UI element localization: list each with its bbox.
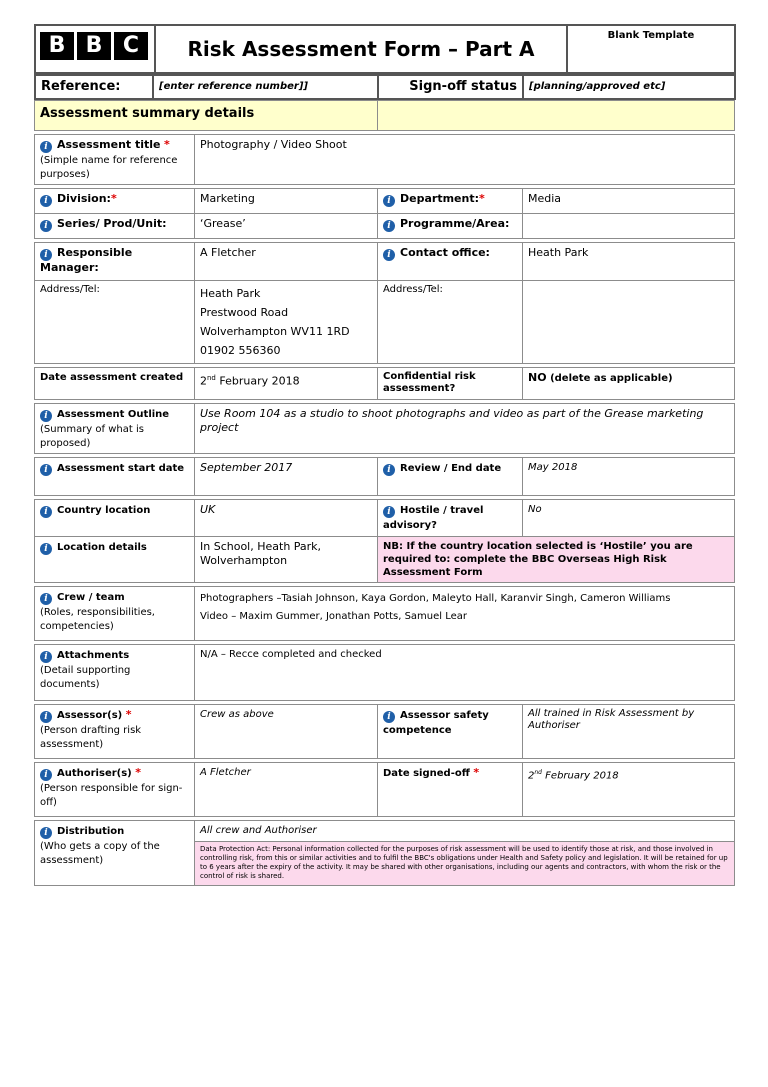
info-icon[interactable]: i <box>40 195 52 207</box>
hostile-field[interactable]: No <box>523 500 735 537</box>
programme-field[interactable] <box>523 214 735 239</box>
info-icon[interactable]: i <box>383 711 395 723</box>
info-icon[interactable]: i <box>383 249 395 261</box>
manager-field[interactable]: A Fletcher <box>195 243 378 281</box>
review-date-field[interactable]: May 2018 <box>523 458 735 496</box>
attachments-label: i Attachments (Detail supporting documents) <box>35 645 195 701</box>
crew-field[interactable]: Photographers –Tasiah Johnson, Kaya Gordon, Maleyto Hall, Karanvir Singh, Cameron Williams Video – Maxim Gummer, Jonathan Potts, Samuel Lear <box>195 587 735 641</box>
info-icon[interactable]: i <box>383 506 395 518</box>
hostile-label: i Hostile / travel advisory? <box>378 500 523 537</box>
date-created-field[interactable]: 2nd February 2018 <box>195 368 378 400</box>
info-icon[interactable]: i <box>40 506 52 518</box>
date-created-label: Date assessment created <box>35 368 195 400</box>
programme-label: i Programme/Area: <box>378 214 523 239</box>
signed-off-field[interactable]: 2nd February 2018 <box>523 763 735 817</box>
assessors-field[interactable]: Crew as above <box>195 705 378 759</box>
outline-label: i Assessment Outline (Summary of what is proposed) <box>35 404 195 454</box>
distribution-label: i Distribution (Who gets a copy of the assessment) <box>35 821 195 886</box>
address-left-field[interactable]: Heath Park Prestwood Road Wolverhampton WV11 1RD 01902 556360 <box>195 281 378 364</box>
assessor-safety-label: i Assessor safety competence <box>378 705 523 759</box>
signoff-input[interactable]: [planning/approved etc] <box>523 75 735 99</box>
form-header <box>34 24 736 74</box>
assessment-title-label: i Assessment title * (Simple name for reference purposes) <box>35 135 195 185</box>
bbc-logo <box>35 25 155 73</box>
form-title: Risk Assessment Form – Part A <box>155 25 567 73</box>
info-icon[interactable]: i <box>40 220 52 232</box>
logo-letter-c: C <box>114 32 148 60</box>
country-field[interactable]: UK <box>195 500 378 537</box>
location-field[interactable]: In School, Heath Park, Wolverhampton <box>195 537 378 583</box>
address-left-label: Address/Tel: <box>35 281 195 364</box>
reference-input[interactable]: [enter reference number]] <box>153 75 378 99</box>
info-icon[interactable]: i <box>40 249 52 261</box>
logo-letter-b2: B <box>77 32 111 60</box>
department-field[interactable]: Media <box>523 189 735 214</box>
info-icon[interactable]: i <box>383 195 395 207</box>
signed-off-label: Date signed-off * <box>378 763 523 817</box>
division-field[interactable]: Marketing <box>195 189 378 214</box>
data-protection-notice: Data Protection Act: Personal information collected for the purposes of risk assessment will be used to identify those at risk, and those involved in controlling risk, from this or similar activities and to fulfil the BBC's obligations under Health and Safety policy and legislation. It will be retained for up to 6 years after the expiry of the activity. It may be shared with other organisations, including our agents and contractors, with whom the risk or the control of risk is shared. <box>195 842 735 886</box>
info-icon[interactable]: i <box>40 711 52 723</box>
division-label: i Division:* <box>35 189 195 214</box>
info-icon[interactable]: i <box>40 769 52 781</box>
logo-letter-b1: B <box>40 32 74 60</box>
contact-office-field[interactable]: Heath Park <box>523 243 735 281</box>
address-right-field[interactable] <box>523 281 735 364</box>
attachments-field[interactable]: N/A – Recce completed and checked <box>195 645 735 701</box>
risk-assessment-form <box>34 24 734 886</box>
distribution-field[interactable]: All crew and Authoriser <box>195 821 735 842</box>
manager-label: i Responsible Manager: <box>35 243 195 281</box>
assessment-table <box>34 100 735 886</box>
country-label: i Country location <box>35 500 195 537</box>
info-icon[interactable]: i <box>40 141 52 153</box>
summary-heading-fill <box>378 101 735 131</box>
info-icon[interactable]: i <box>40 410 52 422</box>
info-icon[interactable]: i <box>40 464 52 476</box>
authorisers-field[interactable]: A Fletcher <box>195 763 378 817</box>
info-icon[interactable]: i <box>40 651 52 663</box>
reference-label: Reference: <box>35 75 153 99</box>
series-label: i Series/ Prod/Unit: <box>35 214 195 239</box>
signoff-label: Sign-off status <box>378 75 523 99</box>
contact-office-label: i Contact office: <box>378 243 523 281</box>
outline-field[interactable]: Use Room 104 as a studio to shoot photographs and video as part of the Grease marketing project <box>195 404 735 454</box>
info-icon[interactable]: i <box>40 543 52 555</box>
reference-row <box>34 74 736 100</box>
template-label: Blank Template <box>567 25 735 73</box>
assessors-label: i Assessor(s) * (Person drafting risk assessment) <box>35 705 195 759</box>
info-icon[interactable]: i <box>40 827 52 839</box>
review-date-label: i Review / End date <box>378 458 523 496</box>
info-icon[interactable]: i <box>40 593 52 605</box>
info-icon[interactable]: i <box>383 464 395 476</box>
series-field[interactable]: ‘Grease’ <box>195 214 378 239</box>
location-label: i Location details <box>35 537 195 583</box>
authorisers-label: i Authoriser(s) * (Person responsible for sign-off) <box>35 763 195 817</box>
assessment-title-field[interactable]: Photography / Video Shoot <box>195 135 735 185</box>
start-date-label: i Assessment start date <box>35 458 195 496</box>
confidential-field[interactable]: NO (delete as applicable) <box>523 368 735 400</box>
address-right-label: Address/Tel: <box>378 281 523 364</box>
assessor-safety-field[interactable]: All trained in Risk Assessment by Authoriser <box>523 705 735 759</box>
department-label: i Department:* <box>378 189 523 214</box>
hostile-note: NB: If the country location selected is ‘Hostile’ you are required to: complete the BBC Overseas High Risk Assessment Form <box>378 537 735 583</box>
info-icon[interactable]: i <box>383 220 395 232</box>
start-date-field[interactable]: September 2017 <box>195 458 378 496</box>
crew-label: i Crew / team (Roles, responsibilities, competencies) <box>35 587 195 641</box>
confidential-label: Confidential risk assessment? <box>378 368 523 400</box>
summary-heading: Assessment summary details <box>35 101 378 131</box>
